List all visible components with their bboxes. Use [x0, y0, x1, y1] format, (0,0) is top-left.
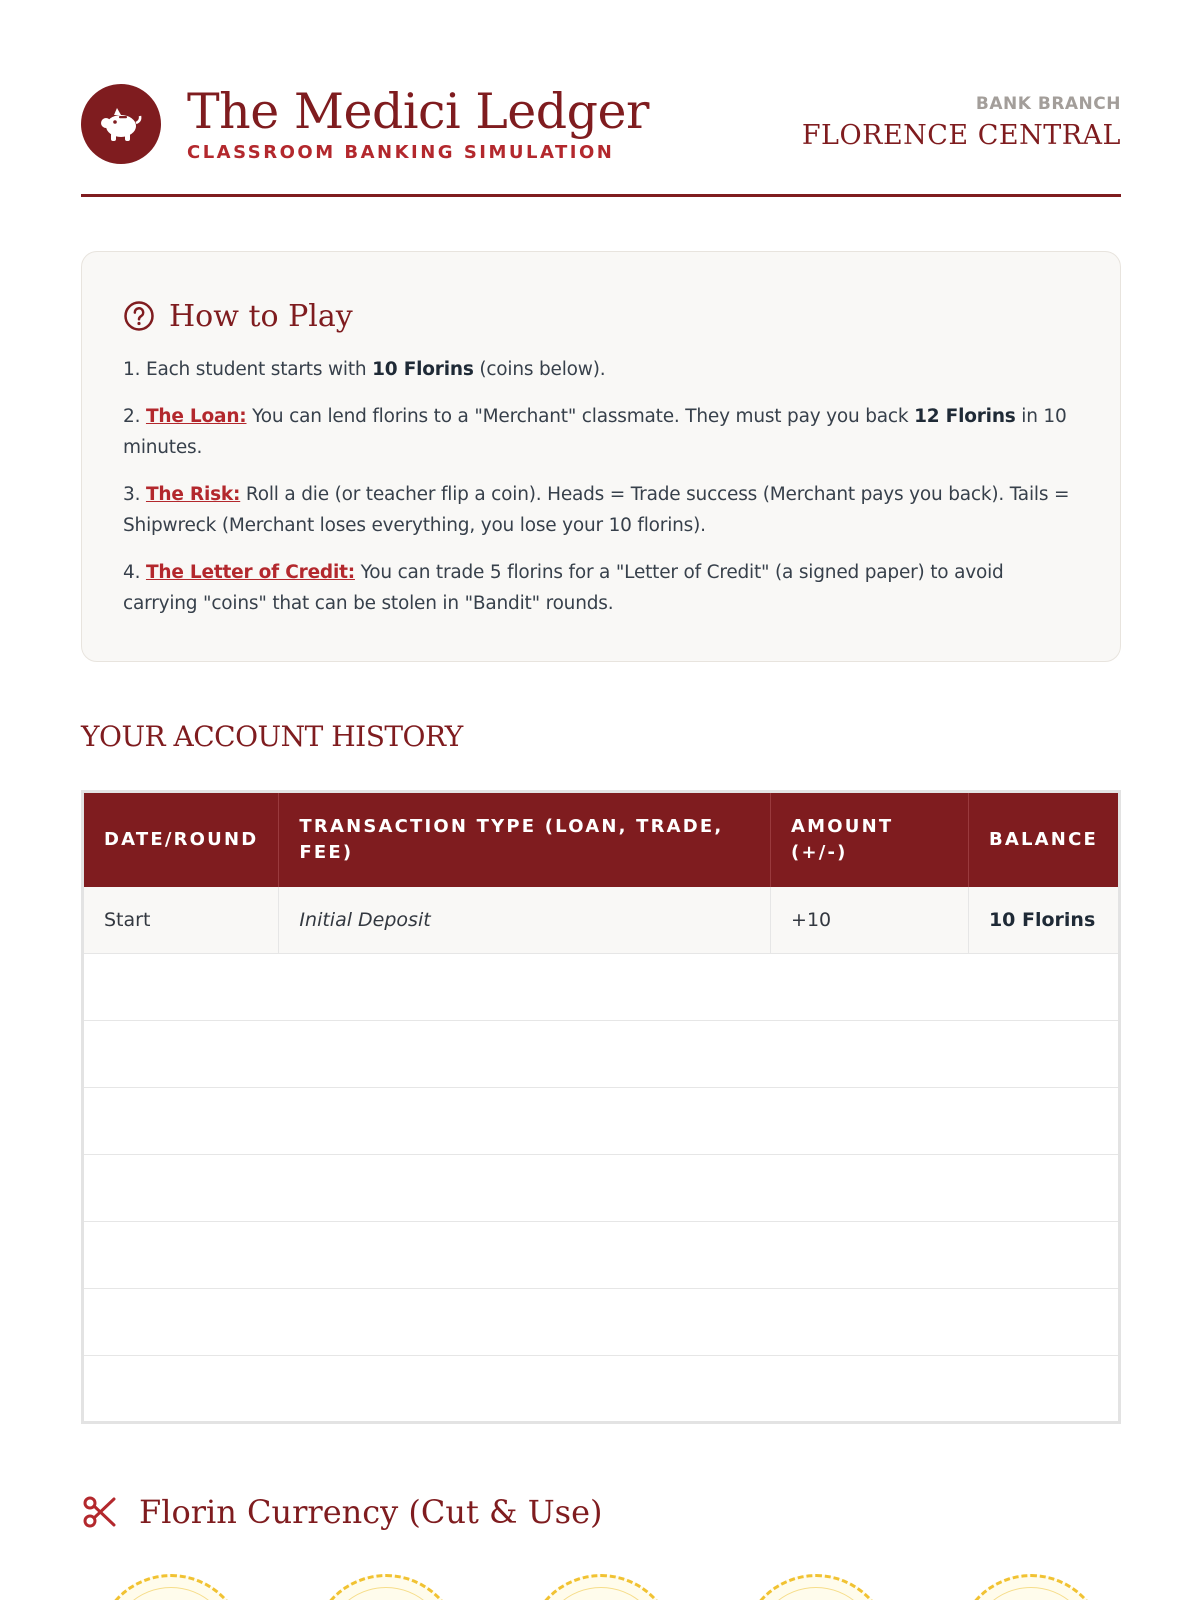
table-row-empty: [83, 1088, 1120, 1155]
table-row-empty: [83, 1155, 1120, 1222]
coin-inner-ring: [109, 1587, 233, 1600]
table-row-empty: [83, 954, 1120, 1021]
rule-keyword: The Letter of Credit:: [145, 561, 355, 583]
coin-inner-ring: [324, 1587, 448, 1600]
table-header-row: [83, 792, 1120, 887]
branch-name: FLORENCE CENTRAL: [801, 120, 1121, 151]
florin-coin: [741, 1574, 891, 1600]
rule-text: in 10 minutes.: [123, 405, 1067, 458]
empty-cell: [771, 1155, 969, 1222]
rule-text: You can lend florins to a "Merchant" classmate. They must pay you back: [246, 405, 915, 427]
empty-cell: [83, 1222, 279, 1289]
empty-cell: [968, 1088, 1119, 1155]
column-header-balance: BALANCE: [968, 792, 1119, 887]
how-to-play-title: How to Play: [169, 298, 353, 334]
empty-cell: [968, 1021, 1119, 1088]
question-circle-icon: [123, 300, 155, 332]
empty-cell: [279, 1155, 771, 1222]
how-to-play-panel: [81, 251, 1121, 662]
currency-title: Florin Currency (Cut & Use): [139, 1493, 603, 1531]
rule-item: [123, 557, 1080, 620]
coin-inner-ring: [969, 1587, 1093, 1600]
florin-coin: [956, 1574, 1106, 1600]
empty-cell: [83, 1356, 279, 1423]
rule-text: Each student starts with: [145, 359, 373, 380]
table-row-empty: [83, 1021, 1120, 1088]
empty-cell: [968, 1155, 1119, 1222]
how-to-play-header: [123, 298, 1080, 334]
page-header: [81, 82, 1121, 197]
empty-cell: [968, 1289, 1119, 1356]
rule-text: You can trade 5 florins for a "Letter of Credit" (a signed paper) to avoid carrying "coins" that can be stolen in "Bandit" rounds.: [123, 561, 1004, 614]
empty-cell: [771, 1021, 969, 1088]
rule-emphasis: 12 Florins: [914, 405, 1016, 427]
rule-number: 4.: [123, 561, 141, 583]
cell-date: Start: [83, 887, 279, 954]
rule-item: [123, 401, 1080, 464]
scissors-icon: [81, 1494, 117, 1530]
florin-coin: [96, 1574, 246, 1600]
column-header-transaction: TRANSACTION TYPE (LOAN, TRADE, FEE): [279, 792, 771, 887]
empty-cell: [279, 954, 771, 1021]
app-subtitle: CLASSROOM BANKING SIMULATION: [187, 142, 615, 163]
empty-cell: [83, 1289, 279, 1356]
empty-cell: [771, 1088, 969, 1155]
florin-coin: [526, 1574, 676, 1600]
rule-text: Roll a die (or teacher flip a coin). Heads = Trade success (Merchant pays you back). Tails = Shipwreck (Merchant loses everything, you lose your 10 florins).: [123, 483, 1070, 536]
rule-number: 2.: [123, 405, 141, 427]
table-row-empty: [83, 1222, 1120, 1289]
rule-number: 3.: [123, 483, 141, 505]
logo: [81, 84, 161, 164]
table-row: [83, 887, 1120, 954]
coin-inner-ring: [754, 1587, 878, 1600]
empty-cell: [771, 1222, 969, 1289]
empty-cell: [279, 1356, 771, 1423]
account-history-title: YOUR ACCOUNT HISTORY: [81, 720, 463, 753]
empty-cell: [279, 1289, 771, 1356]
empty-cell: [771, 954, 969, 1021]
branch-label: BANK BRANCH: [975, 94, 1121, 114]
cell-balance: 10 Florins: [968, 887, 1119, 954]
table-row-empty: [83, 1289, 1120, 1356]
currency-header: [81, 1493, 603, 1531]
rule-emphasis: 10 Florins: [372, 359, 474, 380]
rule-text: (coins below).: [473, 359, 606, 380]
empty-cell: [83, 1155, 279, 1222]
empty-cell: [83, 1088, 279, 1155]
column-header-amount: AMOUNT (+/-): [771, 792, 969, 887]
empty-cell: [279, 1021, 771, 1088]
florin-coin: [311, 1574, 461, 1600]
cell-amount: +10: [771, 887, 969, 954]
column-header-date: DATE/ROUND: [83, 792, 279, 887]
table-row-empty: [83, 1356, 1120, 1423]
empty-cell: [968, 1356, 1119, 1423]
empty-cell: [279, 1222, 771, 1289]
account-history-table: [81, 790, 1121, 1424]
empty-cell: [771, 1289, 969, 1356]
app-title: The Medici Ledger: [187, 83, 649, 140]
empty-cell: [83, 954, 279, 1021]
empty-cell: [83, 1021, 279, 1088]
empty-cell: [279, 1088, 771, 1155]
coin-inner-ring: [539, 1587, 663, 1600]
empty-cell: [968, 1222, 1119, 1289]
rule-keyword: The Risk:: [145, 483, 241, 505]
rule-keyword: The Loan:: [145, 405, 247, 427]
cell-transaction: Initial Deposit: [279, 887, 771, 954]
empty-cell: [771, 1356, 969, 1423]
rule-number: 1.: [123, 359, 141, 380]
piggy-bank-icon: [95, 98, 147, 150]
empty-cell: [968, 954, 1119, 1021]
rule-item: [123, 354, 1080, 386]
rule-item: [123, 479, 1080, 542]
